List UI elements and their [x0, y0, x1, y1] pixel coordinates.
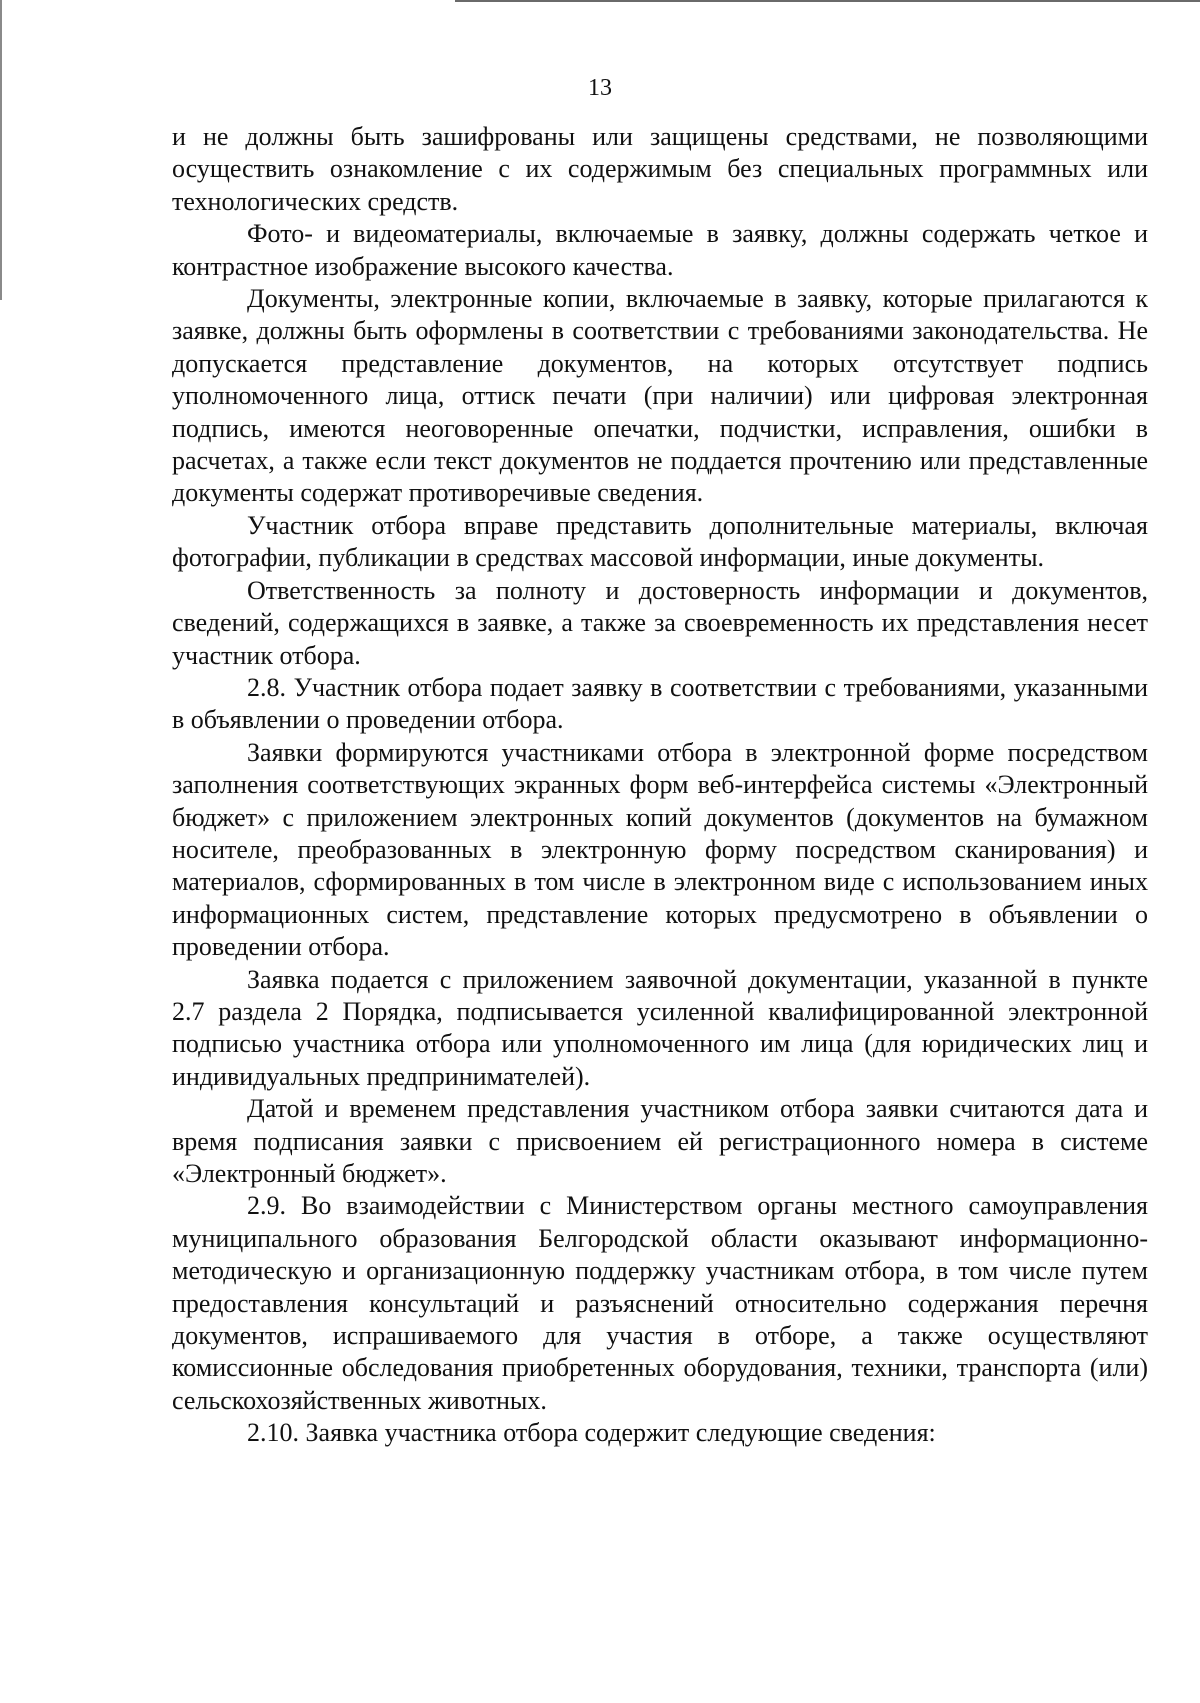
document-body — [172, 121, 1148, 1450]
paragraph-photo-video: Фото- и видеоматериалы, включаемые в заявку, должны содержать четкое и контрастное изображение высокого качества. — [172, 219, 1148, 281]
paragraph-2-10: 2.10. Заявка участника отбора содержит следующие сведения: — [247, 1418, 936, 1448]
paragraph-2-8: 2.8. Участник отбора подает заявку в соответствии с требованиями, указанными в объявлении о проведении отбора. — [172, 672, 1148, 735]
paragraph-responsibility: Ответственность за полноту и достоверность информации и документов, сведений, содержащихся в заявке, а также за своевременность их представления несет участник отбора. — [172, 575, 1148, 670]
paragraph-date-time: Датой и временем представления участником отбора заявки считаются дата и время подписания заявки с присвоением ей регистрационного номера в системе «Электронный бюджет». — [172, 1094, 1148, 1188]
paragraph-continuation: и не должны быть зашифрованы или защищены средствами, не позволяющими осуществить ознакомление с их содержимым без специальных программных или технологических средств. — [172, 122, 1148, 216]
scan-edge-left — [0, 0, 2, 300]
paragraph-documents-requirements: Документы, электронные копии, включаемые в заявку, которые прилагаются к заявке, должны быть оформлены в соответствии с требованиями законодательства. Не допускается представление документов, на которых отсутствует подпись уполномоченного лица, оттиск печати (при наличии) или цифровая электронная подпись, имеются неоговоренные опечатки, подчистки, исправления, ошибки в расчетах, а также если текст документов не поддается прочтению или представленные документы содержат противоречивые сведения. — [172, 284, 1148, 508]
paragraph-2-9: 2.9. Во взаимодействии с Министерством органы местного самоуправления муниципального образования Белгородской области оказывают информационно-методическую и организационную поддержку участникам отбора, в том числе путем предоставления консультаций и разъяснений относительно содержания перечня документов, испрашиваемого для участия в отборе, а также осуществляют комиссионные обследования приобретенных оборудования, техники, транспорта (или) сельскохозяйственных животных. — [172, 1191, 1148, 1415]
scan-edge-top — [455, 0, 1200, 2]
paragraph-applications-formed: Заявки формируются участниками отбора в электронной форме посредством заполнения соответствующих экранных форм веб-интерфейса системы «Электронный бюджет» с приложением электронных копий документов (документов на бумажном носителе, преобразованных в электронную форму посредством сканирования) и материалов, сформированных в том числе в электронном виде с использованием иных информационных систем, представление которых предусмотрено в объявлении о проведении отбора. — [172, 737, 1148, 962]
page-number: 13 — [588, 75, 612, 101]
paragraph-additional-materials: Участник отбора вправе представить дополнительные материалы, включая фотографии, публикации в средствах массовой информации, иные документы. — [172, 510, 1148, 573]
paragraph-application-submitted: Заявка подается с приложением заявочной документации, указанной в пункте 2.7 раздела 2 Порядка, подписывается усиленной квалифицированной электронной подписью участника отбора или уполномоченного им лица (для юридических лиц и индивидуальных предпринимателей). — [172, 964, 1148, 1091]
